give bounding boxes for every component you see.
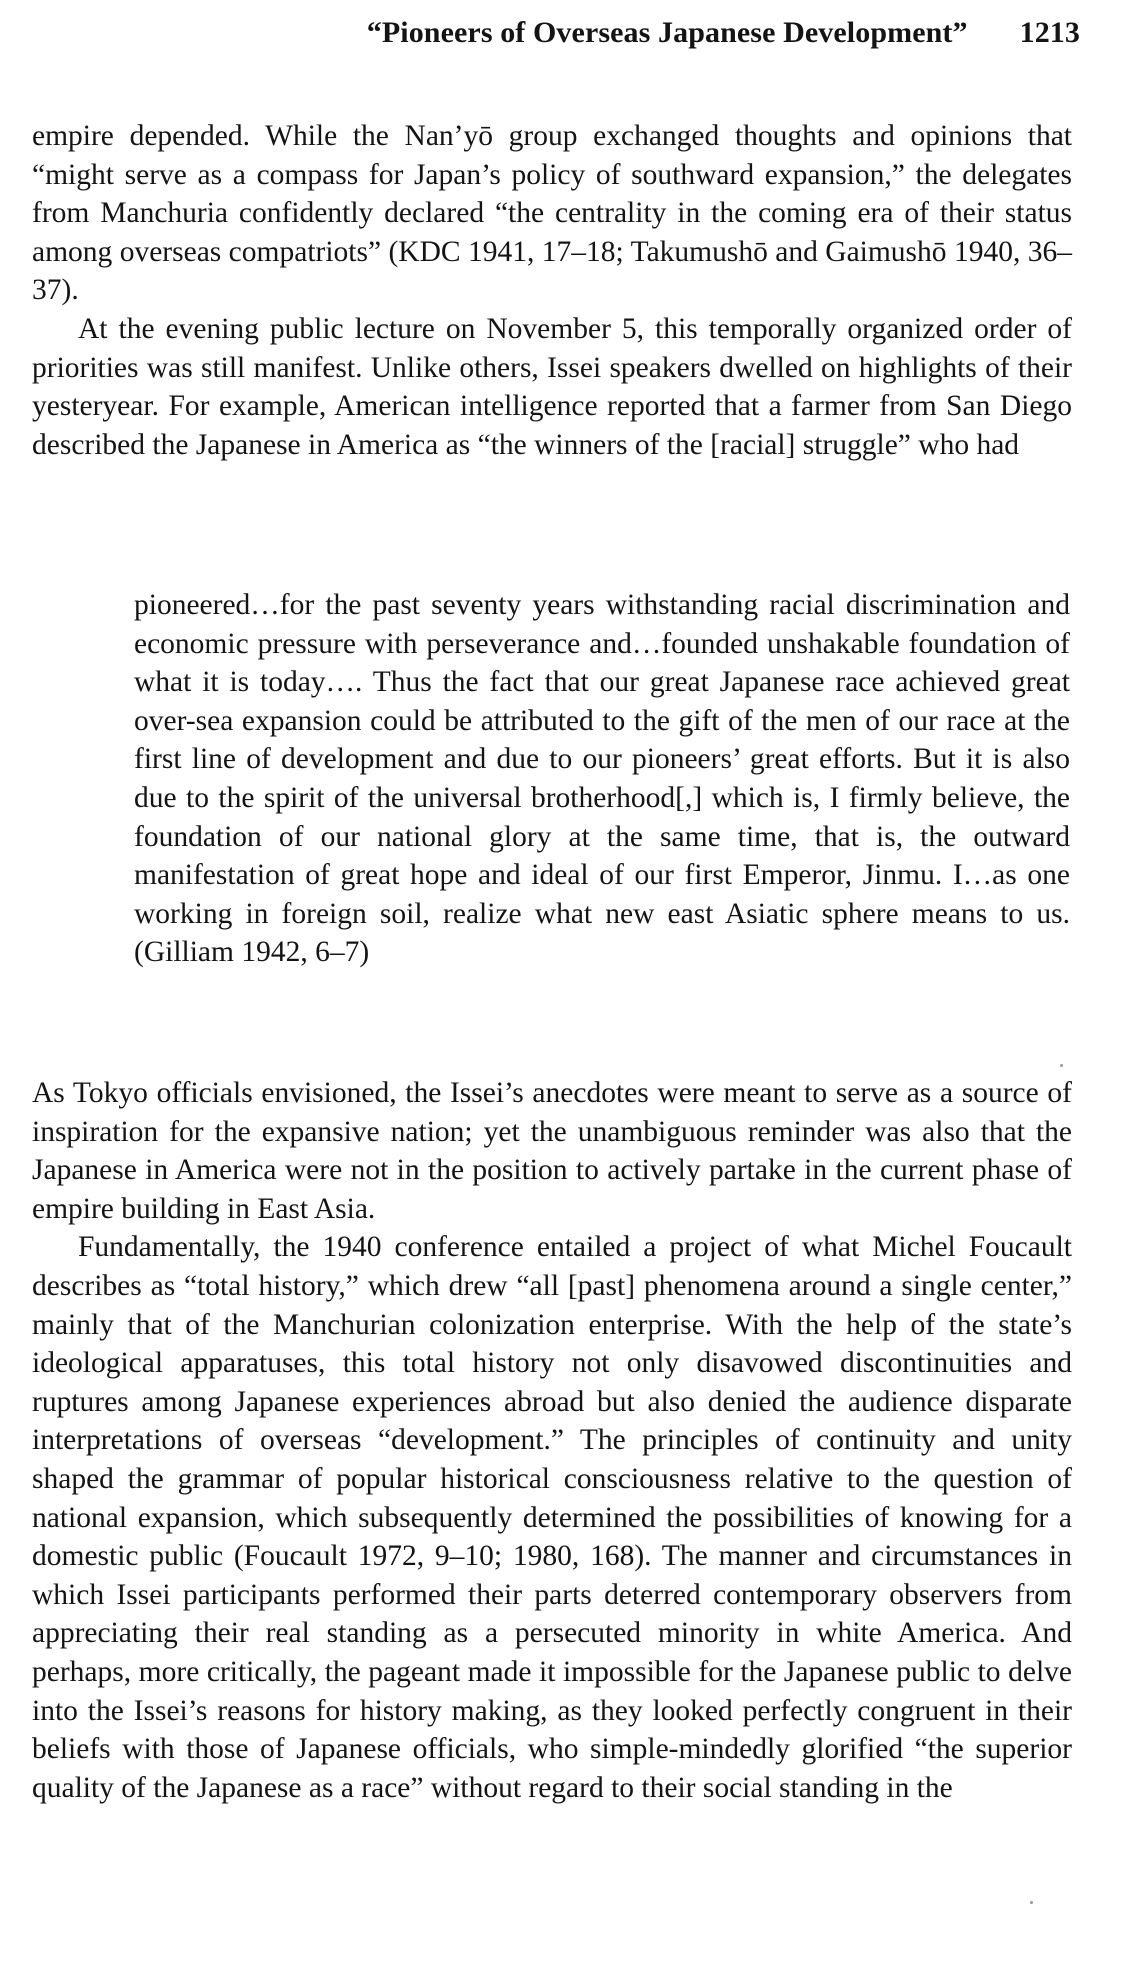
page-number: 1213 [1019, 16, 1080, 49]
paragraph: As Tokyo officials envisioned, the Issei’s anecdotes were meant to serve as a source of inspiration for the expansive nation; yet the unambiguous reminder was also that the Japanese in America were not in the position to actively partake in the current phase of empire building in East Asia. [32, 1077, 1072, 1225]
body-text-top [32, 117, 1072, 464]
paragraph: empire depended. While the Nan’yō group exchanged thoughts and opinions that “might serve as a compass for Japan’s policy of southward expansion,” the delegates from Manchuria confidently declared “the centrality in the coming era of their status among overseas compatriots” (KDC 1941, 17–18; Takumushō and Gaimushō 1940, 36–37). [32, 120, 1072, 307]
paragraph: At the evening public lecture on November 5, this temporally organized order of priorities was still manifest. Unlike others, Issei speakers dwelled on highlights of their yesteryear. For example, American intelligence reported that a farmer from San Diego described the Japanese in America as “the winners of the [racial] struggle” who had [32, 312, 1072, 461]
paragraph: Fundamentally, the 1940 conference entailed a project of what Michel Foucault describes as “total history,” which drew “all [past] phenomena around a single center,” mainly that of the Manchurian colonization enterprise. With the help of the state’s ideological apparatuses, this total history not only disavowed discontinuities and ruptures among Japanese experiences abroad but also denied the audience disparate interpretations of overseas “development.” The principles of continuity and unity shaped the grammar of popular historical consciousness relative to the question of national expansion, which subsequently determined the possibilities of knowing for a domestic public (Foucault 1972, 9–10; 1980, 168). The manner and circumstances in which Issei participants performed their parts deterred contemporary observers from appreciating their real standing as a persecuted minority in white America. And perhaps, more critically, the pageant made it impossible for the Japanese public to delve into the Issei’s reasons for history making, as they looked perfectly congruent in their beliefs with those of Japanese officials, who simple-mindedly glorified “the superior quality of the Japanese as a race” without regard to their social standing in the [32, 1231, 1072, 1804]
block-quotation [134, 586, 1070, 972]
running-head [367, 16, 1080, 50]
running-head-title: “Pioneers of Overseas Japanese Development” [366, 16, 968, 49]
quotation-text: pioneered…for the past seventy years withstanding racial discrimination and economic pressure with perseverance and…founded unshakable foundation of what it is today…. Thus the fact that our great Japanese race achieved great over-sea expansion could be attributed to the gift of the men of our race at the first line of development and due to our pioneers’ great efforts. But it is also due to the spirit of the universal brotherhood[,] which is, I firmly believe, the foundation of our national glory at the same time, that is, the outward manifestation of great hope and ideal of our first Emperor, Jinmu. I…as one working in foreign soil, realize what new east Asiatic sphere means to us. (Gilliam 1942, 6–7) [134, 589, 1070, 969]
body-text-bottom [32, 1074, 1072, 1807]
scan-speck [1060, 1064, 1063, 1067]
scan-speck [1030, 1901, 1033, 1904]
